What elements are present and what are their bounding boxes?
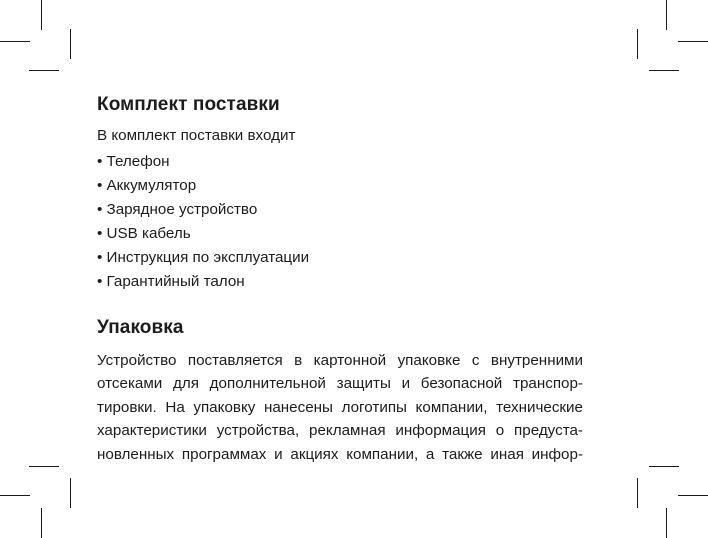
list-item: • Инструкция по эксплуатации bbox=[97, 249, 310, 266]
packaging-paragraph bbox=[97, 349, 583, 466]
list-item: • Гарантийный талон bbox=[97, 273, 245, 290]
crop-mark bbox=[666, 0, 667, 30]
list-item: • Зарядное устройство bbox=[97, 201, 258, 218]
crop-mark bbox=[649, 70, 679, 71]
paragraph-line: характеристики устройства, рекламная информация о предуста- bbox=[97, 422, 583, 440]
crop-mark bbox=[29, 70, 59, 71]
crop-mark bbox=[666, 508, 667, 538]
paragraph-line: Устройство поставляется в картонной упаковке с внутренними bbox=[97, 352, 583, 369]
paragraph-line: новленных программах и акциях компании, а также иная инфор- bbox=[97, 445, 583, 463]
list-item: • Телефон bbox=[97, 153, 170, 170]
packaging-heading: Упаковка bbox=[97, 317, 184, 338]
crop-mark bbox=[637, 29, 638, 59]
paragraph-line: тировки. На упаковку нанесены логотипы компании, технические bbox=[97, 398, 583, 416]
crop-mark bbox=[649, 466, 679, 467]
crop-mark bbox=[678, 495, 708, 496]
crop-mark bbox=[0, 41, 30, 42]
crop-mark bbox=[0, 495, 30, 496]
crop-mark bbox=[41, 0, 42, 30]
paragraph-line: отсеками для дополнительной защиты и безопасной транспор- bbox=[97, 375, 583, 393]
crop-mark bbox=[637, 478, 638, 508]
list-item: • USB кабель bbox=[97, 225, 191, 242]
crop-mark bbox=[678, 41, 708, 42]
crop-mark bbox=[41, 508, 42, 538]
crop-mark bbox=[29, 466, 59, 467]
contents-heading: Комплект поставки bbox=[97, 94, 280, 115]
list-item: • Аккумулятор bbox=[97, 177, 197, 194]
crop-mark bbox=[70, 478, 71, 508]
crop-mark bbox=[70, 29, 71, 59]
contents-intro: В комплект поставки входит bbox=[97, 127, 296, 144]
